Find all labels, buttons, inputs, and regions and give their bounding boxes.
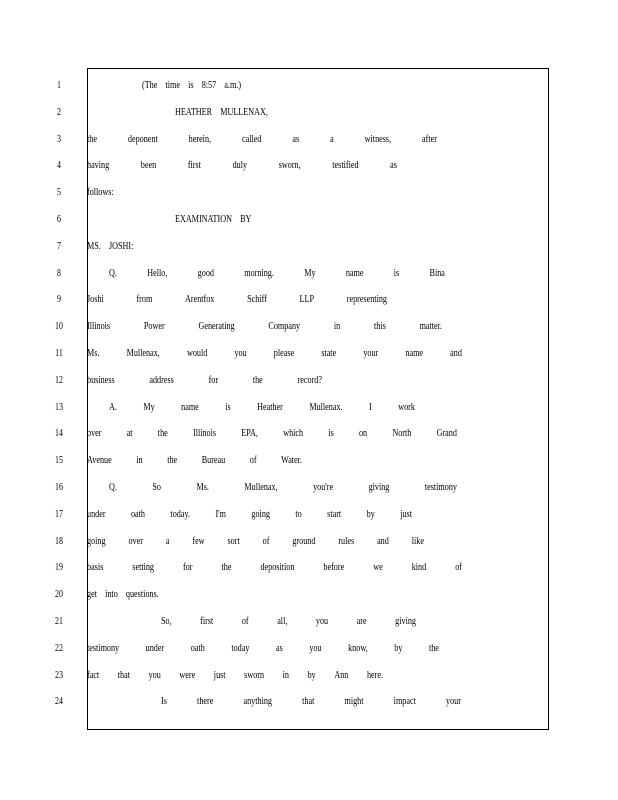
- line-number: 15: [55, 454, 63, 467]
- transcript-line: [0, 209, 618, 229]
- word: sworn: [244, 668, 265, 681]
- line-number: 19: [55, 561, 63, 574]
- word: setting: [132, 561, 155, 574]
- word: name: [405, 347, 424, 359]
- word: MULLENAX,: [220, 105, 268, 118]
- word: been: [140, 159, 157, 172]
- word: just: [400, 507, 412, 520]
- word: oath: [130, 507, 145, 520]
- word: for: [183, 561, 193, 574]
- word: in: [136, 454, 143, 467]
- line-number: 22: [55, 641, 63, 654]
- word: just: [213, 668, 226, 681]
- word: Arentfox: [184, 293, 215, 306]
- word: over: [87, 427, 102, 440]
- word: testimony: [87, 641, 120, 654]
- word: your: [363, 347, 379, 359]
- word: address: [149, 373, 174, 386]
- word: like: [411, 534, 424, 547]
- word: today: [231, 641, 250, 654]
- word: Mullenax,: [126, 347, 160, 359]
- word: that: [302, 695, 315, 708]
- word: North: [392, 427, 412, 440]
- transcript-line: [0, 102, 618, 122]
- word: Ms.: [87, 347, 100, 359]
- line-number: 13: [55, 400, 63, 413]
- word: know,: [348, 641, 368, 654]
- word: Q.: [109, 481, 117, 493]
- word: the: [167, 454, 178, 467]
- word: deposition: [260, 561, 295, 574]
- word: fact: [87, 668, 100, 681]
- line-text: [87, 129, 437, 149]
- transcript-line: [0, 75, 618, 95]
- word: before: [323, 561, 345, 574]
- word: is: [328, 427, 334, 440]
- word: MS.: [87, 239, 101, 252]
- line-text: [109, 477, 457, 497]
- line-text: [87, 504, 412, 524]
- line-text: [87, 450, 302, 470]
- word: the: [252, 373, 263, 386]
- word: might: [344, 695, 364, 708]
- word: sort: [227, 534, 240, 547]
- word: after: [422, 132, 437, 145]
- word: ground: [292, 534, 316, 547]
- line-number: 6: [57, 213, 61, 225]
- transcript-line: [0, 397, 618, 417]
- word: get: [87, 588, 97, 601]
- line-number: 1: [57, 79, 61, 91]
- word: Bina: [429, 266, 445, 279]
- line-number: 5: [57, 186, 61, 199]
- word: Company: [268, 320, 301, 333]
- word: name: [345, 266, 364, 279]
- word: Avenue: [87, 454, 112, 467]
- word: deponent: [127, 132, 158, 145]
- word: of: [241, 615, 249, 627]
- word: from: [136, 293, 153, 306]
- word: Illinois: [87, 320, 111, 333]
- word: Illinois: [192, 427, 217, 440]
- word: giving: [368, 481, 390, 493]
- word: you: [234, 347, 247, 359]
- word: by: [307, 668, 316, 681]
- word: Mullenax,: [244, 481, 278, 493]
- line-number: 16: [55, 481, 63, 493]
- line-number: 24: [55, 695, 63, 708]
- transcript-line: [0, 423, 618, 443]
- word: going: [87, 534, 106, 547]
- word: matter.: [419, 320, 442, 333]
- word: Heather: [257, 400, 283, 413]
- word: Ms.: [196, 481, 209, 493]
- line-text: [87, 316, 442, 336]
- word: Q.: [109, 266, 117, 279]
- word: few: [192, 534, 205, 547]
- word: under: [145, 641, 165, 654]
- word: the: [221, 561, 232, 574]
- word: all,: [277, 615, 288, 627]
- word: So: [152, 481, 161, 493]
- word: a.m.): [224, 79, 242, 91]
- line-text: [87, 289, 387, 309]
- transcript-line: [0, 182, 618, 202]
- word: is: [225, 400, 231, 413]
- word: you: [309, 641, 322, 654]
- word: Mullenax.: [309, 400, 343, 413]
- word: into: [105, 588, 118, 601]
- word: having: [87, 159, 110, 172]
- word: in: [333, 320, 341, 333]
- line-number: 23: [55, 668, 63, 681]
- word: EXAMINATION: [175, 213, 232, 225]
- word: your: [446, 695, 461, 708]
- transcript-line: [0, 531, 618, 551]
- line-text: [175, 102, 268, 122]
- word: (The: [142, 79, 158, 91]
- word: the: [87, 132, 97, 145]
- word: of: [455, 561, 462, 574]
- word: BY: [240, 213, 252, 225]
- word: good: [197, 266, 214, 279]
- word: Ann: [334, 668, 349, 681]
- word: going: [251, 507, 270, 520]
- transcript-line: [0, 665, 618, 685]
- word: are: [356, 615, 367, 627]
- line-number: 7: [57, 239, 61, 252]
- word: Schiff: [247, 293, 267, 306]
- word: rules: [338, 534, 355, 547]
- word: start: [327, 507, 342, 520]
- word: at: [126, 427, 133, 440]
- word: EPA,: [241, 427, 258, 440]
- line-number: 4: [57, 159, 61, 172]
- word: there: [197, 695, 214, 708]
- line-number: 20: [55, 588, 63, 601]
- word: the: [428, 641, 439, 654]
- word: LLP: [299, 293, 315, 306]
- word: on: [358, 427, 368, 440]
- word: duly: [232, 159, 248, 172]
- transcript-line: [0, 691, 618, 711]
- line-text: [87, 531, 424, 551]
- transcript-line: [0, 584, 618, 604]
- line-text: [87, 236, 133, 256]
- word: impact: [393, 695, 416, 708]
- line-text: [87, 638, 439, 658]
- line-number: 14: [55, 427, 63, 440]
- word: witness,: [364, 132, 392, 145]
- word: would: [186, 347, 208, 359]
- word: under: [87, 507, 106, 520]
- word: giving: [395, 615, 416, 627]
- word: first: [200, 615, 214, 627]
- word: is: [393, 266, 400, 279]
- word: a: [165, 534, 170, 547]
- transcript-line: [0, 638, 618, 658]
- word: basis: [87, 561, 104, 574]
- word: today.: [170, 507, 191, 520]
- transcript-line: [0, 611, 618, 631]
- line-text: [87, 557, 462, 577]
- line-text: [109, 397, 415, 417]
- transcript-line: [0, 236, 618, 256]
- transcript-line: [0, 289, 618, 309]
- word: to: [295, 507, 302, 520]
- word: testified: [332, 159, 359, 172]
- word: A.: [109, 400, 117, 413]
- word: a: [330, 132, 334, 145]
- word: time: [165, 79, 180, 91]
- word: So,: [161, 615, 172, 627]
- word: you: [148, 668, 161, 681]
- transcript-line: [0, 129, 618, 149]
- word: Grand: [436, 427, 457, 440]
- word: as: [276, 641, 283, 654]
- word: were: [179, 668, 196, 681]
- word: as: [292, 132, 300, 145]
- transcript-line: [0, 370, 618, 390]
- line-number: 9: [57, 293, 61, 306]
- line-text: [161, 691, 461, 711]
- word: called: [241, 132, 262, 145]
- line-text: [87, 584, 159, 604]
- line-number: 21: [55, 615, 63, 627]
- word: I'm: [215, 507, 226, 520]
- word: Is: [161, 695, 167, 708]
- word: Water.: [281, 454, 302, 467]
- word: record?: [297, 373, 322, 386]
- word: questions.: [125, 588, 159, 601]
- word: and: [377, 534, 389, 547]
- line-number: 12: [55, 373, 63, 386]
- word: My: [304, 266, 316, 279]
- line-text: [87, 343, 462, 363]
- line-text: [109, 263, 445, 283]
- word: we: [373, 561, 383, 574]
- word: here.: [366, 668, 383, 681]
- word: by: [366, 507, 375, 520]
- word: and: [450, 347, 462, 359]
- transcript-line: [0, 263, 618, 283]
- word: JOSHI:: [108, 239, 134, 252]
- word: state: [321, 347, 337, 359]
- word: oath: [190, 641, 205, 654]
- transcript-line: [0, 557, 618, 577]
- word: testimony: [424, 481, 457, 493]
- transcript-line: [0, 477, 618, 497]
- line-number: 8: [57, 266, 61, 279]
- transcript-line: [0, 316, 618, 336]
- line-number: 18: [55, 534, 63, 547]
- word: work: [398, 400, 415, 413]
- word: My: [143, 400, 155, 413]
- word: for: [208, 373, 219, 386]
- transcript-line: [0, 450, 618, 470]
- line-text: [142, 75, 241, 95]
- word: Power: [143, 320, 165, 333]
- word: follows:: [87, 186, 114, 199]
- word: morning.: [244, 266, 274, 279]
- word: Joshi: [87, 293, 104, 306]
- line-text: [87, 423, 457, 443]
- word: HEATHER: [175, 105, 213, 118]
- word: sworn,: [278, 159, 301, 172]
- word: that: [117, 668, 131, 681]
- word: first: [187, 159, 201, 172]
- word: business: [87, 373, 115, 386]
- word: the: [157, 427, 168, 440]
- word: by: [394, 641, 403, 654]
- word: you: [315, 615, 329, 627]
- word: anything: [243, 695, 272, 708]
- word: is: [188, 79, 194, 91]
- word: please: [273, 347, 295, 359]
- transcript-line: [0, 504, 618, 524]
- word: 8:57: [201, 79, 217, 91]
- line-number: 10: [55, 320, 63, 333]
- line-number: 11: [55, 347, 63, 359]
- line-text: [87, 665, 383, 685]
- line-number: 2: [57, 105, 61, 118]
- word: Bureau: [201, 454, 226, 467]
- word: over: [128, 534, 143, 547]
- line-number: 17: [55, 507, 63, 520]
- word: you're: [313, 481, 334, 493]
- word: name: [181, 400, 199, 413]
- transcript-line: [0, 343, 618, 363]
- word: as: [390, 159, 397, 172]
- word: this: [374, 320, 386, 333]
- line-text: [87, 370, 322, 390]
- line-number: 3: [57, 132, 61, 145]
- word: of: [262, 534, 270, 547]
- word: which: [283, 427, 304, 440]
- line-text: [87, 155, 397, 175]
- line-text: [175, 209, 251, 229]
- word: representing: [346, 293, 387, 306]
- word: I: [369, 400, 372, 413]
- word: Hello,: [147, 266, 168, 279]
- word: kind: [411, 561, 427, 574]
- word: herein,: [188, 132, 212, 145]
- word: of: [249, 454, 257, 467]
- word: Generating: [198, 320, 235, 333]
- line-text: [87, 182, 114, 202]
- word: in: [282, 668, 289, 681]
- line-text: [161, 611, 416, 631]
- transcript-line: [0, 155, 618, 175]
